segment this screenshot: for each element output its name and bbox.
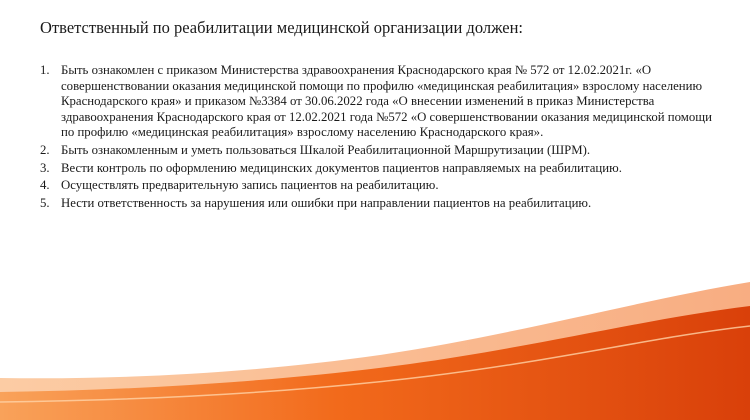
- list-item: [40, 196, 720, 212]
- list-item-text: Нести ответственность за нарушения или ошибки при направлении пациентов на реабилитацию.: [61, 195, 592, 210]
- orange-wave-decoration: [0, 260, 750, 420]
- responsibilities-list: [40, 63, 720, 213]
- list-item-number: 4.: [40, 178, 50, 193]
- list-item-text: Вести контроль по оформлению медицинских документов пациентов направляемых на реабилитацию.: [61, 160, 622, 175]
- list-item-text: Быть ознакомлен с приказом Министерства здравоохранения Краснодарского края № 572 от 12.02.2021г. «О совершенствовании оказания медицинской помощи по профилю «медицинская реабилитация» взрослому населению Краснодарского края» и приказом №3384 от 30.06.2022 года «О внесении изменений в приказ Министерства здравоохранения Краснодарского края от 12.02.2021 года №572 «О совершенствовании оказания медицинской помощи по профилю «медицинская реабилитация» взрослому населению Краснодарского края».: [61, 63, 713, 140]
- list-item-text: Осуществлять предварительную запись пациентов на реабилитацию.: [61, 178, 439, 193]
- list-item: [40, 143, 720, 159]
- list-item-number: 5.: [40, 195, 50, 210]
- list-item: [40, 178, 720, 194]
- list-item-number: 3.: [40, 160, 50, 175]
- list-item-text: Быть ознакомленным и уметь пользоваться Шкалой Реабилитационной Маршрутизации (ШРМ).: [61, 142, 591, 157]
- list-item: [40, 63, 720, 141]
- list-item-number: 1.: [40, 63, 50, 77]
- list-item: [40, 161, 720, 177]
- list-item-number: 2.: [40, 142, 50, 157]
- slide-title: Ответственный по реабилитации медицинской организации должен:: [40, 18, 524, 37]
